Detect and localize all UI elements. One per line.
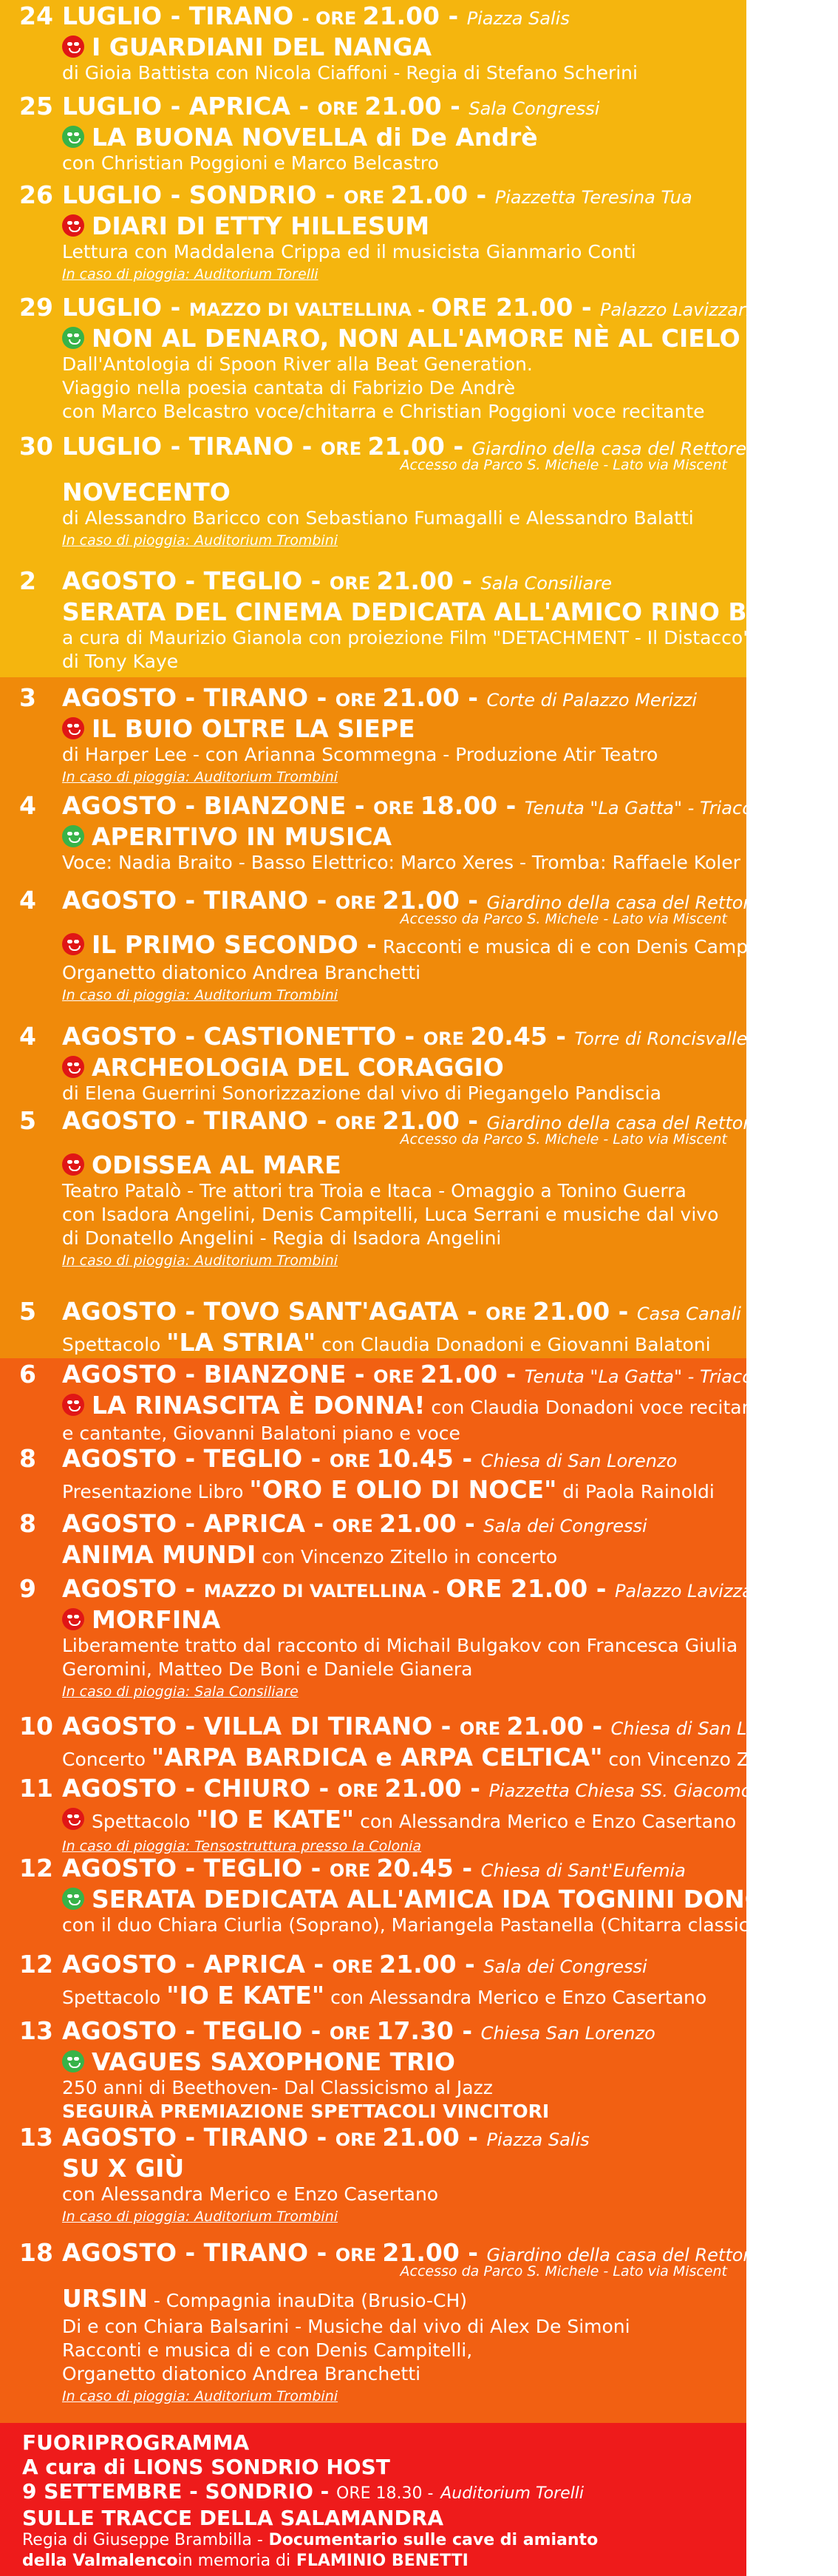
event-time: 21.00 - (376, 566, 481, 595)
theatre-mask-red-icon (62, 35, 84, 58)
event-description: Viaggio nella poesia cantata di Fabrizio De Andrè (62, 377, 516, 399)
event-day: 8 (19, 1444, 36, 1473)
event-title-line (62, 1054, 732, 1082)
event-time-label: MAZZO DI VALTELLINA - (203, 1581, 446, 1601)
event-description: Teatro Patalò - Tre attori tra Troia e Itaca - Omaggio a Tonino Guerra (62, 1180, 687, 1201)
event-day: 26 (19, 180, 53, 209)
event-day: 4 (19, 886, 36, 915)
event-title-line (62, 2155, 732, 2183)
event-header (62, 1774, 838, 1806)
event-venue: Corte di Palazzo Merizzi (486, 690, 698, 711)
event-time: 21.00 - (420, 1360, 525, 1389)
event-venue: Sala Consiliare (480, 573, 613, 594)
event-time: 21.00 - (390, 180, 495, 209)
event-time: 21.00 - (362, 1, 467, 30)
theatre-mask-green-icon (62, 327, 84, 349)
event-day: 29 (19, 293, 53, 322)
event-time: 20.45 - (376, 1854, 481, 1882)
event-description: Lettura con Maddalena Crippa ed il musicista Gianmario Conti (62, 241, 636, 262)
event-title: "ARPA BARDICA e ARPA CELTICA" (151, 1743, 603, 1772)
event-day: 24 (19, 1, 53, 30)
event-title: I GUARDIANI DEL NANGA (92, 33, 432, 61)
event-time-label: ORE (329, 1860, 377, 1881)
event-title-line (62, 2285, 732, 2315)
event-venue: Tenuta "La Gatta" - Triacca (524, 798, 763, 818)
theatre-mask-red-icon (62, 214, 84, 237)
event-day: 5 (19, 1106, 36, 1135)
event-description: di Alessandro Baricco con Sebastiano Fumagalli e Alessandro Balatti (62, 507, 694, 529)
event-title-line (62, 324, 740, 353)
event-day: 11 (19, 1774, 53, 1803)
event-description: con Isadora Angelini, Denis Campitelli, Luca Serrani e musiche dal vivo (62, 1204, 719, 1225)
event-venue: Chiesa San Lorenzo (480, 2023, 655, 2044)
access-note: Accesso da Parco S. Michele - Lato via Miscent (400, 911, 727, 927)
fuori-date: 9 SETTEMBRE - SONDRIO - ORE 18.30 - Auditorium Torelli (22, 2479, 584, 2504)
event-title-rest: con Vincenzo Zitello (602, 1749, 795, 1770)
fuoriprogramma-section (0, 2423, 746, 2576)
event-month-town: AGOSTO - VILLA DI TIRANO - (62, 1712, 460, 1741)
event-header (62, 1444, 732, 1476)
event-description: 250 anni di Beethoven- Dal Classicismo al Jazz (62, 2077, 493, 2098)
event-time: 21.00 - (364, 92, 469, 121)
event-header (62, 2123, 732, 2155)
rain-location: In caso di pioggia: Auditorium Trombini (62, 2209, 338, 2225)
event-title: "LA STRIA" (166, 1328, 316, 1357)
early-august-section (0, 677, 788, 1358)
event-time: 21.00 - (532, 1297, 637, 1326)
event-title: DIARI DI ETTY HILLESUM (92, 211, 430, 240)
event-lead: Concerto (62, 1749, 152, 1770)
event-venue: Giardino della casa del Rettore (486, 2245, 762, 2265)
event-title: IL PRIMO SECONDO - (92, 930, 377, 959)
event-month-town: AGOSTO - APRICA - (62, 1950, 333, 1979)
event-title-rest: con Vincenzo Zitello in concerto (256, 1546, 558, 1567)
event-venue: Sala dei Congressi (483, 1956, 647, 1977)
event-day: 13 (19, 2123, 53, 2152)
event-time-label: ORE (335, 2245, 383, 2265)
event-month-town: AGOSTO - TIRANO - (62, 886, 335, 915)
event-time: 21.00 - (382, 2123, 487, 2152)
event-title: SU X GIÙ (62, 2154, 185, 2183)
event-title: NON AL DENARO, NON ALL'AMORE NÈ AL CIELO (92, 324, 740, 353)
event-month-town: LUGLIO - SONDRIO - (62, 180, 344, 209)
event-venue: Chiesa di Sant'Eufemia (480, 1860, 686, 1881)
event-venue: Casa Canali (636, 1304, 741, 1324)
event-month-town: AGOSTO - TEGLIO - (62, 1444, 330, 1473)
event-month-town: LUGLIO - (62, 293, 189, 322)
event-description: Voce: Nadia Braito - Basso Elettrico: Marco Xeres - Tromba: Raffaele Koler (62, 852, 740, 873)
event-title: SERATA DEDICATA ALL'AMICA IDA TOGNINI DONCHI (92, 1885, 792, 1914)
event-body (62, 791, 763, 875)
event-description: Dall'Antologia di Spoon River alla Beat Generation. (62, 353, 533, 375)
access-note: Accesso da Parco S. Michele - Lato via Miscent (400, 2263, 727, 2280)
july-section (0, 0, 837, 677)
theatre-mask-green-icon (62, 1888, 84, 1910)
event-body (62, 1444, 732, 1506)
event-body (62, 1022, 748, 1105)
event-header (62, 791, 763, 823)
event-time-label: ORE (373, 798, 420, 818)
event-header (62, 432, 747, 464)
event-body (62, 92, 732, 175)
event-time: 21.00 - (382, 683, 487, 712)
event-day: 10 (19, 1712, 53, 1741)
event-header (62, 293, 751, 325)
event-venue: Piazza Salis (466, 8, 570, 29)
event-time-label: ORE (373, 1366, 420, 1387)
event-header (62, 1854, 732, 1885)
event-day: 5 (19, 1297, 36, 1326)
event-title: IL BUIO OLTRE LA SIEPE (92, 714, 415, 743)
event-time: 21.00 - (382, 2238, 487, 2267)
event-time-label: ORE (486, 1304, 533, 1324)
event-lead: Spettacolo (62, 1334, 167, 1355)
event-month-town: AGOSTO - BIANZONE - (62, 1360, 374, 1389)
event-header (62, 1360, 763, 1392)
event-title-line (62, 1743, 795, 1774)
event-month-town: AGOSTO - CHIURO - (62, 1774, 338, 1803)
event-body (62, 1854, 792, 1937)
event-body (62, 1574, 766, 1702)
event-body (62, 566, 837, 674)
event-venue: Palazzo Lavizzari (614, 1581, 766, 1601)
event-day: 13 (19, 2016, 53, 2045)
event-body (62, 1509, 732, 1571)
event-month-town: LUGLIO - TIRANO (62, 1, 302, 30)
event-time-label: ORE (344, 187, 391, 208)
event-header (62, 92, 732, 123)
event-venue: Chiesa di San Lorenzo (610, 1718, 808, 1739)
event-title-line (62, 1391, 772, 1422)
event-time: 20.45 - (470, 1022, 575, 1051)
event-time: 21.00 - (382, 886, 487, 915)
event-time: ORE 21.00 - (446, 1574, 615, 1603)
theatre-mask-red-icon (62, 1608, 84, 1630)
event-time-label: ORE (329, 1451, 377, 1471)
access-note: Accesso da Parco S. Michele - Lato via Miscent (400, 1131, 727, 1148)
event-time: 21.00 - (384, 1774, 489, 1803)
event-month-town: AGOSTO - TIRANO - (62, 1106, 335, 1135)
event-title: LA BUONA NOVELLA di De Andrè (92, 123, 538, 152)
event-month-town: AGOSTO - TIRANO - (62, 2123, 335, 2152)
event-description: e cantante, Giovanni Balatoni piano e voce (62, 1423, 460, 1444)
event-body (62, 293, 751, 424)
event-venue: Tenuta "La Gatta" - Triacca (524, 1366, 763, 1387)
event-time-label: ORE (335, 690, 383, 711)
event-title-line (62, 715, 732, 743)
event-title-line (62, 1885, 792, 1914)
theatre-mask-red-icon (62, 933, 84, 955)
event-header (62, 886, 762, 918)
event-title-line (62, 1329, 732, 1359)
rain-location: In caso di pioggia: Auditorium Trombini (62, 769, 338, 785)
event-title: ANIMA MUNDI (62, 1540, 256, 1569)
event-title-line (62, 1982, 732, 2012)
event-description: di Tony Kaye (62, 651, 179, 672)
event-header (62, 1106, 762, 1138)
event-title: LA RINASCITA È DONNA! (92, 1391, 426, 1420)
event-description: con Christian Poggioni e Marco Belcastro (62, 152, 439, 174)
event-venue: Chiesa di San Lorenzo (480, 1451, 678, 1471)
event-time-label: ORE (320, 438, 368, 459)
theatre-mask-red-icon (62, 1808, 84, 1830)
event-time: 21.00 - (382, 1106, 487, 1135)
event-month-town: AGOSTO - APRICA - (62, 1509, 333, 1538)
event-title-rest: Racconti e musica di e con Denis Campitelli (376, 936, 788, 957)
event-description: con Alessandra Merico e Enzo Casertano (62, 2183, 439, 2205)
event-body (62, 1950, 732, 2012)
event-venue: Piazzetta Teresina Tua (494, 187, 692, 208)
event-title-line (62, 2048, 732, 2076)
event-venue: Sala Congressi (469, 98, 600, 119)
event-month-town: AGOSTO - TEGLIO - (62, 1854, 330, 1882)
event-header (62, 1950, 732, 1982)
event-title-line (62, 1606, 732, 1634)
event-venue: Giardino della casa del Rettore (486, 1113, 762, 1133)
event-body (62, 1712, 808, 1774)
event-title-line (62, 597, 837, 626)
event-day: 12 (19, 1854, 53, 1882)
event-title-line (62, 478, 732, 506)
event-venue: Piazzetta Chiesa SS. Giacomo e Andrea (488, 1780, 838, 1801)
event-month-town: AGOSTO - (62, 1574, 204, 1603)
event-venue: Giardino della casa del Rettore (471, 438, 747, 459)
theatre-mask-red-icon (62, 1153, 84, 1176)
event-body (62, 1, 732, 85)
event-description: con Marco Belcastro voce/chitarra e Christian Poggioni voce recitante (62, 401, 705, 422)
event-time: 21.00 - (379, 1950, 484, 1979)
event-time-label: ORE (317, 98, 365, 119)
event-month-town: AGOSTO - CASTIONETTO - (62, 1022, 423, 1051)
event-header (62, 566, 732, 598)
event-day: 4 (19, 791, 36, 820)
event-body (62, 1297, 741, 1359)
event-time: 21.00 - (506, 1712, 611, 1741)
event-title-line (62, 1476, 732, 1506)
event-venue: Piazza Salis (486, 2129, 590, 2150)
event-title: NOVECENTO (62, 478, 231, 506)
event-title: URSIN (62, 2284, 148, 2313)
theatre-mask-green-icon (62, 825, 84, 847)
event-title: "ORO E OLIO DI NOCE" (249, 1475, 557, 1504)
event-time-label: ORE (335, 1113, 383, 1133)
event-body (62, 683, 732, 787)
event-venue: Sala dei Congressi (483, 1516, 647, 1536)
fuori-memorial: della Valmalencoin memoria di FLAMINIO BENETTI (22, 2552, 469, 2570)
event-header (62, 1297, 741, 1329)
event-day: 9 (19, 1574, 36, 1603)
rain-location: In caso di pioggia: Auditorium Torelli (62, 266, 318, 282)
event-venue: Torre di Roncisvalle (574, 1028, 748, 1049)
event-title-line (62, 1541, 732, 1571)
event-month-town: AGOSTO - BIANZONE - (62, 791, 374, 820)
event-header (62, 2016, 732, 2048)
event-time-label: ORE (329, 573, 377, 594)
event-title: ODISSEA AL MARE (92, 1150, 341, 1179)
theatre-mask-red-icon (62, 1394, 84, 1416)
event-time-label: ORE (337, 1780, 385, 1801)
event-description: di Harper Lee - con Arianna Scommegna - Produzione Atir Teatro (62, 744, 658, 765)
event-title: "IO E KATE" (196, 1805, 355, 1834)
event-title-line (62, 930, 788, 961)
access-note: Accesso da Parco S. Michele - Lato via Miscent (400, 457, 727, 473)
event-title: ARCHEOLOGIA DEL CORAGGIO (92, 1053, 504, 1082)
event-description: Organetto diatonico Andrea Branchetti (62, 962, 421, 983)
event-time-label: ORE (335, 892, 383, 913)
event-venue: Giardino della casa del Rettore (486, 892, 762, 913)
event-body (62, 2238, 762, 2407)
event-title: MORFINA (92, 1605, 221, 1634)
event-day: 6 (19, 1360, 36, 1389)
event-header (62, 1, 732, 33)
event-body (62, 1106, 762, 1271)
event-title: APERITIVO IN MUSICA (92, 822, 392, 851)
event-body (62, 2123, 732, 2227)
event-description: con il duo Chiara Ciurlia (Soprano), Mariangela Pastanella (Chitarra classica) (62, 1914, 768, 1936)
event-venue: Palazzo Lavizzari (600, 299, 751, 320)
event-header (62, 1574, 766, 1606)
event-header (62, 180, 732, 212)
event-header (62, 683, 732, 715)
event-title-line (62, 33, 732, 61)
event-body (62, 2016, 732, 2123)
event-lead: Spettacolo (92, 1811, 197, 1832)
event-header (62, 1022, 748, 1054)
theatre-mask-red-icon (62, 717, 84, 739)
event-description: a cura di Maurizio Gianola con proiezione Film "DETACHMENT - Il Distacco" (62, 627, 752, 648)
fuori-credit: Regia di Giuseppe Brambilla - Documentario sulle cave di amianto (22, 2531, 599, 2549)
event-month-town: LUGLIO - TIRANO - (62, 432, 321, 461)
event-header (62, 1712, 808, 1743)
event-title-line (62, 123, 732, 152)
event-time-label: ORE (332, 1956, 380, 1977)
event-title-rest: di Paola Rainoldi (556, 1481, 715, 1502)
event-month-town: AGOSTO - TEGLIO - (62, 2016, 330, 2045)
event-title-rest: con Claudia Donadoni voce recitante (425, 1397, 772, 1418)
event-day: 2 (19, 566, 36, 595)
event-description: di Elena Guerrini Sonorizzazione dal vivo di Piegangelo Pandiscia (62, 1082, 661, 1104)
event-title-rest: con Claudia Donadoni e Giovanni Balatoni (316, 1334, 711, 1355)
fuori-organizer: A cura di LIONS SONDRIO HOST (22, 2455, 390, 2479)
event-description: Geromini, Matteo De Boni e Daniele Gianera (62, 1658, 473, 1680)
event-title-line (62, 212, 732, 240)
mid-august-section (0, 1358, 838, 2423)
event-description: di Gioia Battista con Nicola Ciaffoni - Regia di Stefano Scherini (62, 62, 638, 84)
event-month-town: AGOSTO - TOVO SANT'AGATA - (62, 1297, 486, 1326)
rain-location: In caso di pioggia: Auditorium Trombini (62, 2388, 338, 2404)
event-header (62, 1509, 732, 1541)
theatre-mask-green-icon (62, 2050, 84, 2072)
fuori-event: SULLE TRACCE DELLA SALAMANDRA (22, 2506, 444, 2530)
event-title: SERATA DEL CINEMA DEDICATA ALL'AMICO RINO BERTINI (62, 597, 837, 626)
fuoriprogramma-block (22, 2430, 598, 2572)
event-day: 8 (19, 1509, 36, 1538)
event-description: di Donatello Angelini - Regia di Isadora Angelini (62, 1227, 502, 1249)
event-time-label: ORE (329, 2023, 377, 2044)
event-description: Racconti e musica di e con Denis Campitelli, (62, 2339, 473, 2361)
theatre-mask-green-icon (62, 126, 84, 148)
event-title: VAGUES SAXOPHONE TRIO (92, 2047, 455, 2076)
event-bold-note: SEGUIRÀ PREMIAZIONE SPETTACOLI VINCITORI (62, 2101, 550, 2122)
event-month-town: LUGLIO - APRICA - (62, 92, 318, 121)
event-title-rest: - Compagnia inauDita (Brusio-CH) (147, 2290, 468, 2311)
event-time-label: MAZZO DI VALTELLINA - (188, 299, 432, 320)
event-lead: Presentazione Libro (62, 1481, 250, 1502)
event-title-rest: con Alessandra Merico e Enzo Casertano (324, 1987, 707, 2008)
event-month-town: AGOSTO - TIRANO - (62, 2238, 335, 2267)
event-time: 17.30 - (376, 2016, 481, 2045)
rain-location: In caso di pioggia: Sala Consiliare (62, 1684, 299, 1700)
event-time: 18.00 - (420, 791, 525, 820)
event-body (62, 886, 788, 1006)
event-time-label: ORE (459, 1718, 507, 1739)
event-time-label: - ORE (302, 8, 363, 29)
event-time-label: ORE (335, 2129, 383, 2150)
event-title: "IO E KATE" (166, 1981, 325, 2010)
event-time: 21.00 - (367, 432, 472, 461)
event-body (62, 180, 732, 285)
rain-location: In caso di pioggia: Auditorium Trombini (62, 532, 338, 549)
event-day: 18 (19, 2238, 53, 2267)
event-day: 25 (19, 92, 53, 121)
event-day: 4 (19, 1022, 36, 1051)
event-time-label: ORE (423, 1028, 471, 1049)
fuori-title: FUORIPROGRAMMA (22, 2430, 250, 2455)
event-lead: Spettacolo (62, 1987, 167, 2008)
rain-location: In caso di pioggia: Tensostruttura presso la Colonia (62, 1838, 422, 1854)
event-time: 21.00 - (379, 1509, 484, 1538)
event-month-town: AGOSTO - TEGLIO - (62, 566, 330, 595)
theatre-mask-red-icon (62, 1056, 84, 1078)
rain-location: In caso di pioggia: Auditorium Trombini (62, 1253, 338, 1269)
event-time-label: ORE (332, 1516, 380, 1536)
event-time: 10.45 - (376, 1444, 481, 1473)
event-title-line (62, 823, 732, 851)
event-title-line (62, 1151, 732, 1179)
event-body (62, 432, 747, 551)
rain-location: In caso di pioggia: Auditorium Trombini (62, 987, 338, 1003)
event-description: Liberamente tratto dal racconto di Michail Bulgakov con Francesca Giulia (62, 1635, 738, 1656)
event-body (62, 1360, 772, 1445)
event-description: Organetto diatonico Andrea Branchetti (62, 2363, 421, 2385)
event-title-line (62, 1805, 737, 1836)
event-body (62, 1774, 838, 1857)
event-header (62, 2238, 762, 2270)
event-description: Di e con Chiara Balsarini - Musiche dal vivo di Alex De Simoni (62, 2316, 630, 2337)
event-title-rest: con Alessandra Merico e Enzo Casertano (354, 1811, 737, 1832)
event-month-town: AGOSTO - TIRANO - (62, 683, 335, 712)
event-day: 30 (19, 432, 53, 461)
event-day: 3 (19, 683, 36, 712)
event-time: ORE 21.00 - (431, 293, 601, 322)
event-day: 12 (19, 1950, 53, 1979)
